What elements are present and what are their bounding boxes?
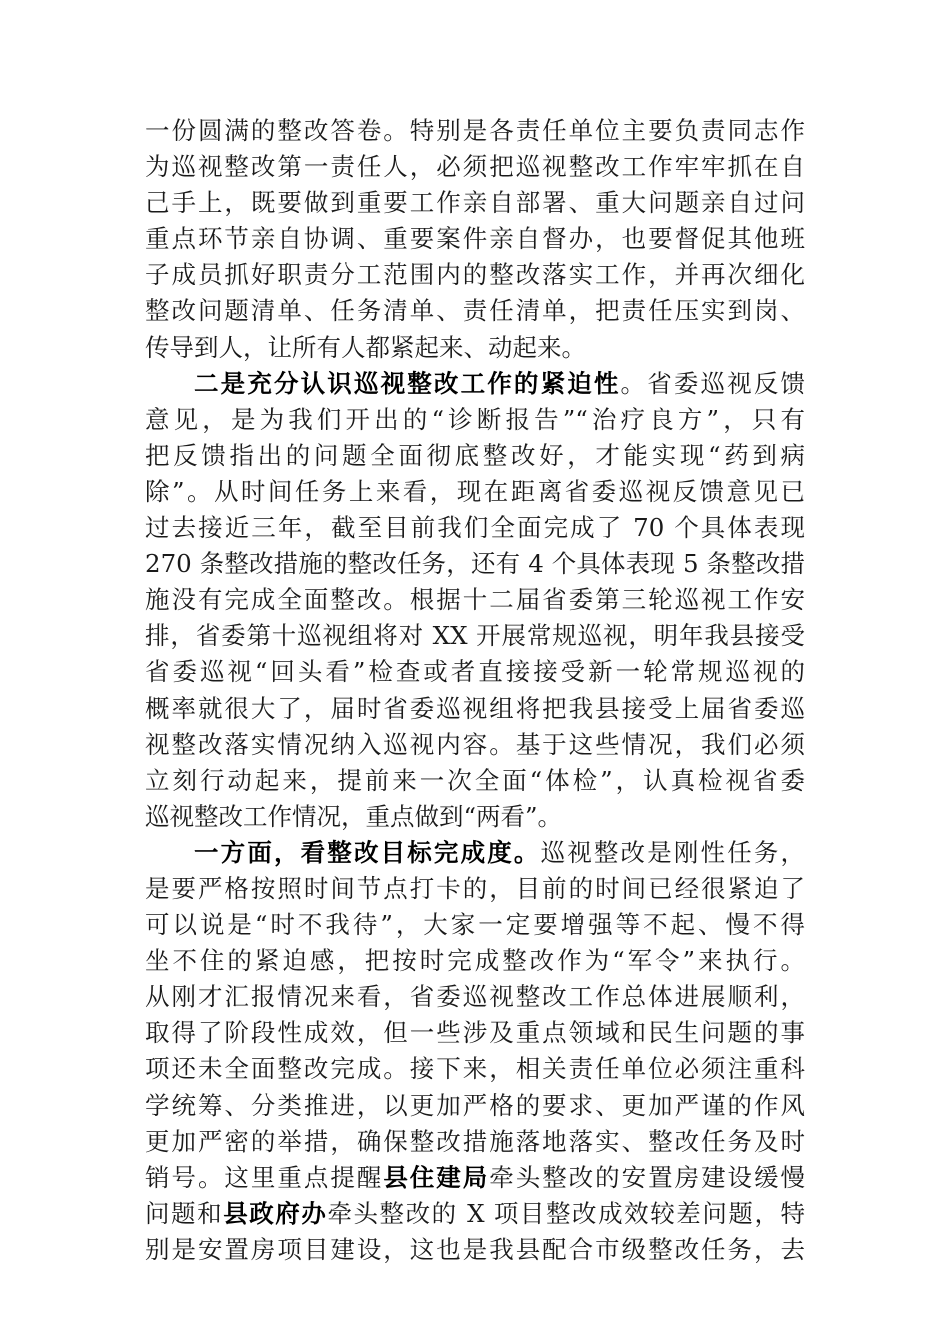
text-line <box>145 979 805 1015</box>
document-body <box>145 113 805 1268</box>
text-line <box>145 149 805 185</box>
text-line <box>145 1124 805 1160</box>
body-text: 为巡视整改第一责任人，必须把巡视整改工作牢牢抓在自 <box>145 152 805 182</box>
text-line <box>145 1160 805 1196</box>
text-line <box>145 1015 805 1051</box>
text-line <box>145 510 805 546</box>
body-text: 立刻行动起来，提前来一次全面“体检”，认真检视省委 <box>145 765 805 795</box>
text-line <box>145 474 805 510</box>
text-line <box>145 799 805 835</box>
text-line <box>145 293 805 329</box>
body-text: 子成员抓好职责分工范围内的整改落实工作，并再次细化 <box>145 260 805 290</box>
text-line <box>145 221 805 257</box>
body-text: 项还未全面整改完成。接下来，相关责任单位必须注重科 <box>145 1054 805 1084</box>
text-line <box>145 582 805 618</box>
text-line <box>145 1196 805 1232</box>
body-text: 270 条整改措施的整改任务，还有 4 个具体表现 5 条整改措 <box>145 549 805 579</box>
body-text: 意见，是为我们开出的“诊断报告”“治疗良方”，只有 <box>145 404 805 434</box>
text-line <box>145 727 805 763</box>
body-text: 己手上，既要做到重要工作亲自部署、重大问题亲自过问 <box>145 188 805 218</box>
text-line <box>145 257 805 293</box>
text-line <box>145 763 805 799</box>
body-text: 施没有完成全面整改。根据十二届省委第三轮巡视工作安 <box>145 585 805 615</box>
emphasized-text: 县政府办 <box>223 1198 328 1228</box>
text-line <box>145 402 805 438</box>
body-text: 坐不住的紧迫感，把按时完成整改作为“军令”来执行。 <box>145 946 805 976</box>
text-line <box>145 835 805 871</box>
body-text: 过去接近三年，截至目前我们全面完成了 70 个具体表现 <box>145 513 805 543</box>
text-line <box>145 330 805 366</box>
body-text: 问题和 <box>145 1198 224 1228</box>
body-text: 巡视整改是刚性任务， <box>540 837 806 867</box>
text-line <box>145 618 805 654</box>
body-text: 学统筹、分类推进，以更加严格的要求、更加严谨的作风 <box>145 1090 805 1120</box>
body-text: 省委巡视“回头看”检查或者直接接受新一轮常规巡视的 <box>145 657 805 687</box>
body-text: 别是安置房项目建设，这也是我县配合市级整改任务，去 <box>145 1234 805 1264</box>
text-line <box>145 907 805 943</box>
body-text: 是要严格按照时间节点打卡的，目前的时间已经很紧迫了 <box>145 873 805 903</box>
text-line <box>145 438 805 474</box>
text-line <box>145 1051 805 1087</box>
text-line <box>145 113 805 149</box>
body-text: 销号。这里重点提醒 <box>145 1162 384 1192</box>
emphasized-text: 一方面，看整改目标完成度。 <box>194 837 541 867</box>
body-text: 概率就很大了，届时省委巡视组将把我县接受上届省委巡 <box>145 693 805 723</box>
body-text: 巡视整改工作情况，重点做到“两看”。 <box>145 801 563 831</box>
body-text: 重点环节亲自协调、重要案件亲自督办，也要督促其他班 <box>145 224 805 254</box>
text-line <box>145 943 805 979</box>
body-text: 取得了阶段性成效，但一些涉及重点领域和民生问题的事 <box>145 1018 805 1048</box>
text-line <box>145 691 805 727</box>
body-text: 。省委巡视反馈 <box>620 368 806 398</box>
body-text: 从刚才汇报情况来看，省委巡视整改工作总体进展顺利， <box>145 982 805 1012</box>
text-line <box>145 654 805 690</box>
body-text: 视整改落实情况纳入巡视内容。基于这些情况，我们必须 <box>145 729 805 759</box>
text-line <box>145 871 805 907</box>
text-line <box>145 185 805 221</box>
body-text: 把反馈指出的问题全面彻底整改好，才能实现“药到病 <box>145 440 805 470</box>
body-text: 一份圆满的整改答卷。特别是各责任单位主要负责同志作 <box>145 116 805 145</box>
body-text: 排，省委第十巡视组将对 XX 开展常规巡视，明年我县接受 <box>145 621 805 651</box>
body-text: 更加严密的举措，确保整改措施落地落实、整改任务及时 <box>145 1126 805 1156</box>
body-text: 除”。从时间任务上来看，现在距离省委巡视反馈意见已 <box>145 476 805 506</box>
body-text: 可以说是“时不我待”，大家一定要增强等不起、慢不得 <box>145 910 805 940</box>
body-text: 牵头整改的 X 项目整改成效较差问题，特 <box>327 1198 806 1228</box>
text-line <box>145 1088 805 1124</box>
text-line <box>145 1232 805 1268</box>
text-line <box>145 546 805 582</box>
body-text: 整改问题清单、任务清单、责任清单，把责任压实到岗、 <box>145 296 805 326</box>
emphasized-text: 二是充分认识巡视整改工作的紧迫性 <box>194 368 621 398</box>
emphasized-text: 县住建局 <box>383 1162 490 1192</box>
body-text: 传导到人，让所有人都紧起来、动起来。 <box>145 332 586 362</box>
body-text: 牵头整改的安置房建设缓慢 <box>489 1162 806 1192</box>
text-line <box>145 366 805 402</box>
